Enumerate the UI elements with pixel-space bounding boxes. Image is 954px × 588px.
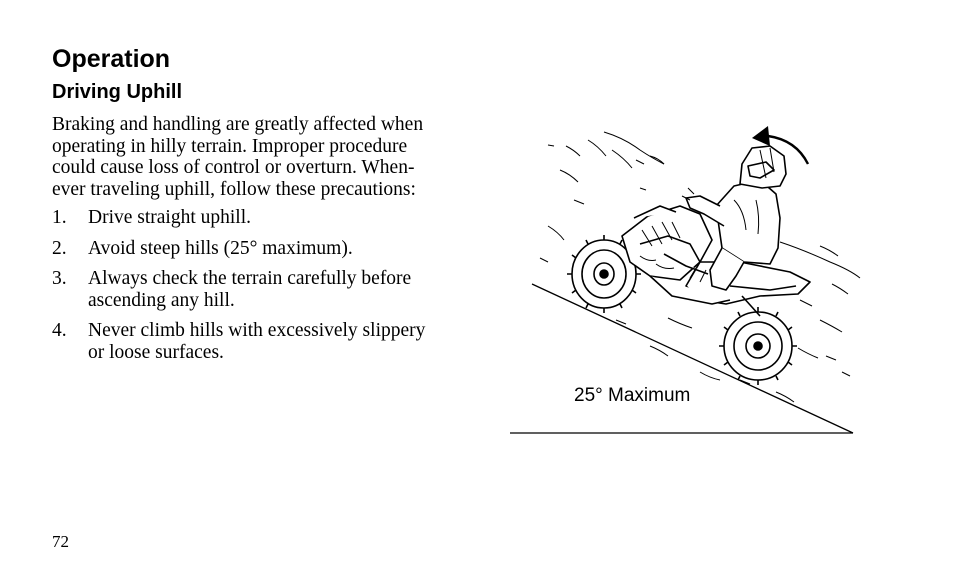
list-text: Avoid steep hills (25° maximum). <box>88 237 353 259</box>
list-item <box>52 320 492 363</box>
list-item <box>52 238 492 260</box>
list-item <box>52 207 492 229</box>
slope-line <box>532 284 853 433</box>
intro-line: operating in hilly terrain. Improper procedure <box>52 135 408 157</box>
list-number: 4. <box>52 320 67 341</box>
list-number: 3. <box>52 268 67 289</box>
rear-wheel <box>719 307 797 385</box>
intro-line: Braking and handling are greatly affected when <box>52 114 424 135</box>
list-text: ascending any hill. <box>88 289 235 311</box>
list-item <box>52 268 492 311</box>
intro-paragraph <box>52 114 482 200</box>
list-number: 2. <box>52 237 67 259</box>
intro-line: could cause loss of control or overturn. When- <box>52 157 415 178</box>
list-text: or loose surfaces. <box>88 341 224 363</box>
list-number: 1. <box>52 207 67 228</box>
precautions-list <box>52 207 492 372</box>
figure-caption: 25° Maximum <box>574 385 691 406</box>
section-title: Operation <box>52 45 171 73</box>
subsection-title: Driving Uphill <box>52 81 182 103</box>
list-text: Always check the terrain carefully before <box>88 268 412 289</box>
list-text: Never climb hills with excessively slippery <box>88 320 426 341</box>
list-text: Drive straight uphill. <box>88 207 252 228</box>
intro-line: ever traveling uphill, follow these precautions: <box>52 178 416 200</box>
page-number: 72 <box>52 532 69 551</box>
